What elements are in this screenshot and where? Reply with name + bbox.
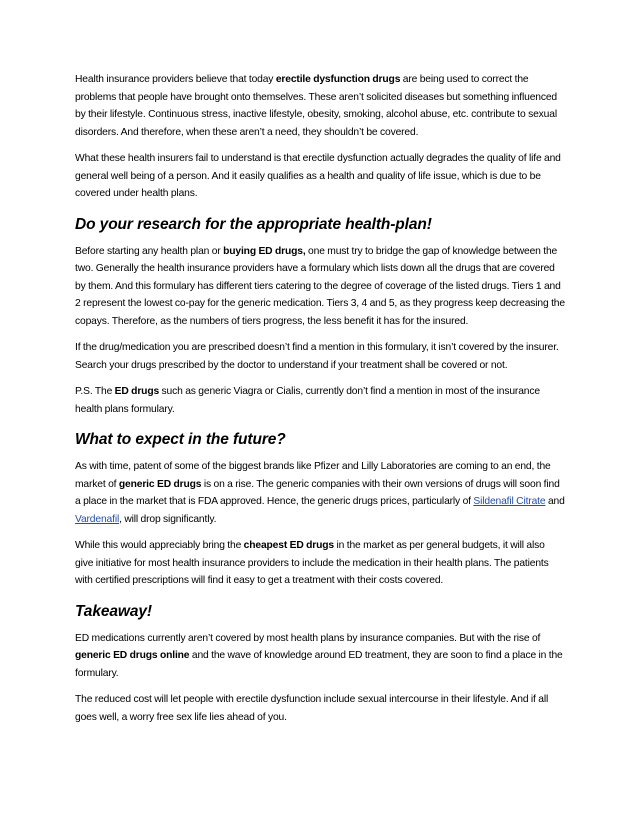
paragraph-takeaway xyxy=(75,630,565,683)
bold-keyword: generic ED drugs online xyxy=(75,650,190,661)
paragraph-cheapest xyxy=(75,537,565,590)
paragraph-insurers xyxy=(75,150,565,203)
document-page xyxy=(75,71,565,735)
paragraph-formulary xyxy=(75,243,565,331)
text-segment: is on a rise. The generic companies with their own versions of drugs will soon find a place in the market that is FDA approved. Hence, the generic drugs prices, particularly of xyxy=(75,478,560,507)
text-segment: in the market as per general budgets, it will also give initiative for most health insurance providers to include the medication in their health plans. The patients with certified prescriptions will find it easy to get a treatment with their costs covered. xyxy=(75,540,549,586)
bold-keyword: buying ED drugs, xyxy=(223,245,306,257)
heading-future: What to expect in the future? xyxy=(75,431,286,448)
text-segment: such as generic Viagra or Cialis, currently don’t find a mention in most of the insurance health plans formulary. xyxy=(75,386,540,415)
text-segment: What these health insurers fail to understand is that erectile dysfunction actually degrades the quality of life and general well being of a person. And it easily qualifies as a health and quality of life issue, which is due to be covered under health plans. xyxy=(75,153,561,199)
text-segment: and xyxy=(545,496,565,507)
bold-keyword: erectile dysfunction drugs xyxy=(275,74,401,85)
text-segment: one must try to bridge the gap of knowledge between the two. Generally the health insurance providers have a formulary which lists down all the drugs that are covered by them. And this formulary has different tiers catering to the degree of coverage of the listed drugs. Tiers 1 and 2 represent the lowest co-pay for the generic medication. Tiers 3, 4 and 5, as they progress keep decreasing the copays. Therefore, as the numbers of tiers progress, the less benefit it has for the insured. xyxy=(75,245,565,327)
bold-keyword: ED drugs xyxy=(114,386,160,397)
text-segment: The reduced cost will let people with erectile dysfunction include sexual intercourse in their lifestyle. And if all goes well, a worry free sex life lies ahead of you. xyxy=(75,694,549,723)
text-segment: While this would appreciably bring the xyxy=(75,540,244,551)
link-vardenafil[interactable]: Vardenafil xyxy=(75,513,120,525)
paragraph-conclusion xyxy=(75,691,565,726)
text-segment: are being used to correct the problems that people have brought onto themselves. These aren’t solicited diseases but something influenced by their lifestyle. Continuous stress, inactive lifestyle, obesity, smoking, alcohol abuse, etc. contribute to sexual disorders. And therefore, when these aren’t a need, they shouldn’t be covered. xyxy=(75,74,558,138)
paragraph-not-covered xyxy=(75,339,565,374)
paragraph-ps xyxy=(75,383,565,418)
text-segment: Before starting any health plan or xyxy=(75,245,224,257)
bold-keyword: cheapest ED drugs xyxy=(243,540,334,551)
text-segment: If the drug/medication you are prescribed doesn’t find a mention in this formulary, it isn’t covered by the insurer. Search your drugs prescribed by the doctor to understand if your treatment shall be covered or not. xyxy=(75,342,559,371)
heading-takeaway: Takeaway! xyxy=(75,602,152,620)
text-segment: , will drop significantly. xyxy=(119,513,217,525)
text-segment: and the wave of knowledge around ED treatment, they are soon to find a place in the formulary. xyxy=(75,650,563,679)
paragraph-patents xyxy=(75,458,565,528)
text-segment: P.S. The xyxy=(75,386,115,397)
text-segment: ED medications currently aren’t covered by most health plans by insurance companies. But with the rise of xyxy=(75,632,541,644)
bold-keyword: generic ED drugs xyxy=(118,478,202,490)
text-segment: As with time, patent of some of the biggest brands like Pfizer and Lilly Laboratories are coming to an end, the market of xyxy=(75,461,551,490)
paragraph-intro xyxy=(75,71,565,141)
text-segment: Health insurance providers believe that today xyxy=(75,74,276,85)
heading-research: Do your research for the appropriate health-plan! xyxy=(75,215,432,233)
link-sildenafil-citrate[interactable]: Sildenafil Citrate xyxy=(473,496,546,507)
